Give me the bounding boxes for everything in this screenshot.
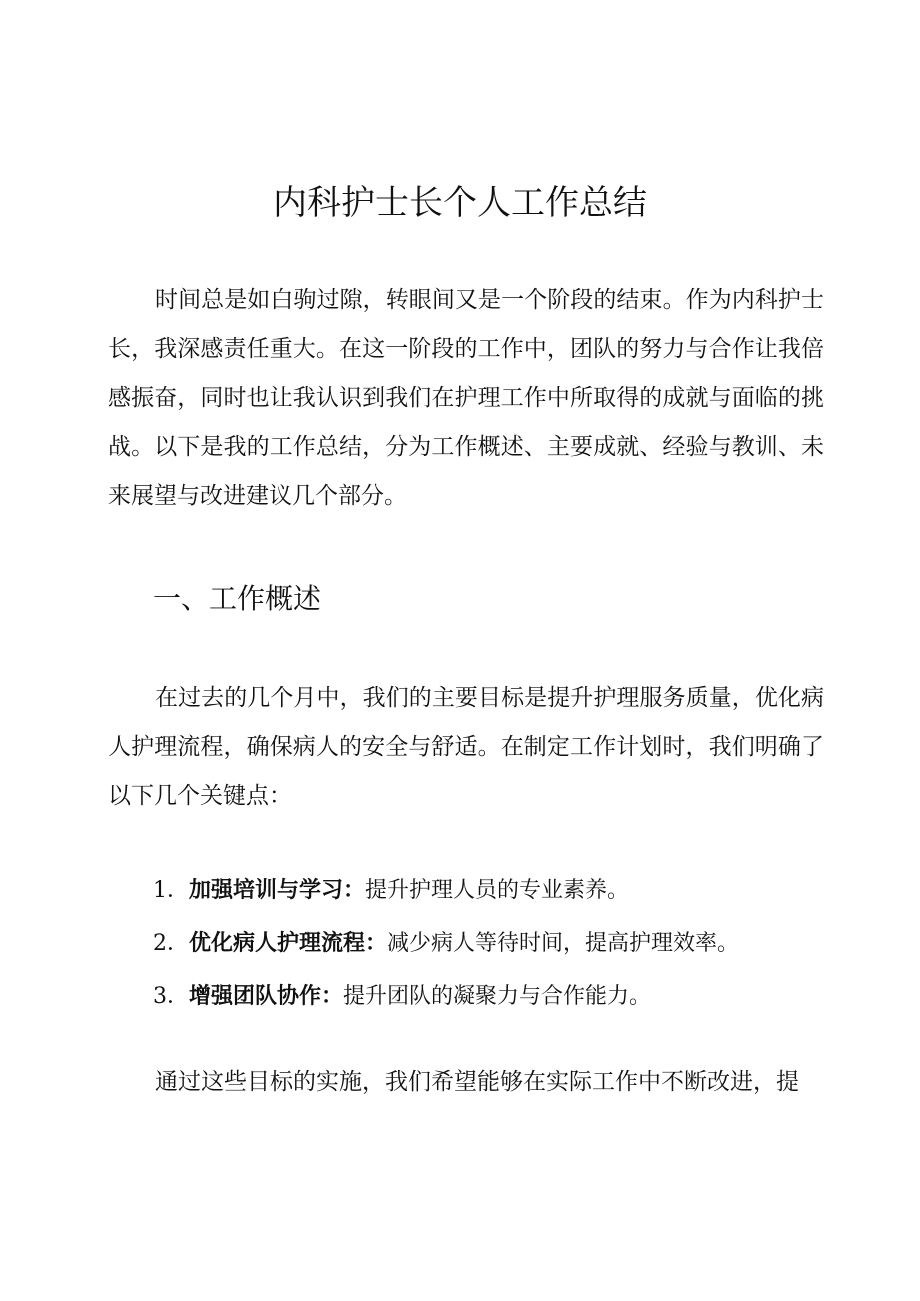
list-item-keyword: 增强团队协作： [189,984,344,1009]
list-item-text: 提升护理人员的专业素养。 [365,878,630,903]
list-item-number: 3． [153,984,189,1009]
list-item-text: 提升团队的凝聚力与合作能力。 [343,984,652,1009]
list-item-keyword: 优化病人护理流程： [189,931,388,956]
list-item-text: 减少病人等待时间，提高护理效率。 [387,931,740,956]
overview-paragraph: 在过去的几个月中，我们的主要目标是提升护理服务质量，优化病人护理流程，确保病人的安全与舒适。在制定工作计划时，我们明确了以下几个关键点： [108,685,824,809]
list-item-number: 2． [153,931,189,956]
closing-paragraph: 通过这些目标的实施，我们希望能够在实际工作中不断改进，提 [155,1069,799,1095]
key-points-list [153,864,853,1023]
document-title: 内科护士长个人工作总结 [273,183,647,223]
list-item [153,864,853,917]
intro-paragraph: 时间总是如白驹过隙，转眼间又是一个阶段的结束。作为内科护士长，我深感责任重大。在这一阶段的工作中，团队的努力与合作让我倍感振奋，同时也让我认识到我们在护理工作中所取得的成就与面临的挑战。以下是我的工作总结，分为工作概述、主要成就、经验与教训、未来展望与改进建议几个部分。 [108,287,824,509]
list-item-keyword: 加强培训与学习： [189,878,366,903]
list-item-number: 1． [153,878,189,903]
list-item [153,970,853,1023]
section-heading-work-overview: 一、工作概述 [153,582,322,615]
list-item [153,917,853,970]
